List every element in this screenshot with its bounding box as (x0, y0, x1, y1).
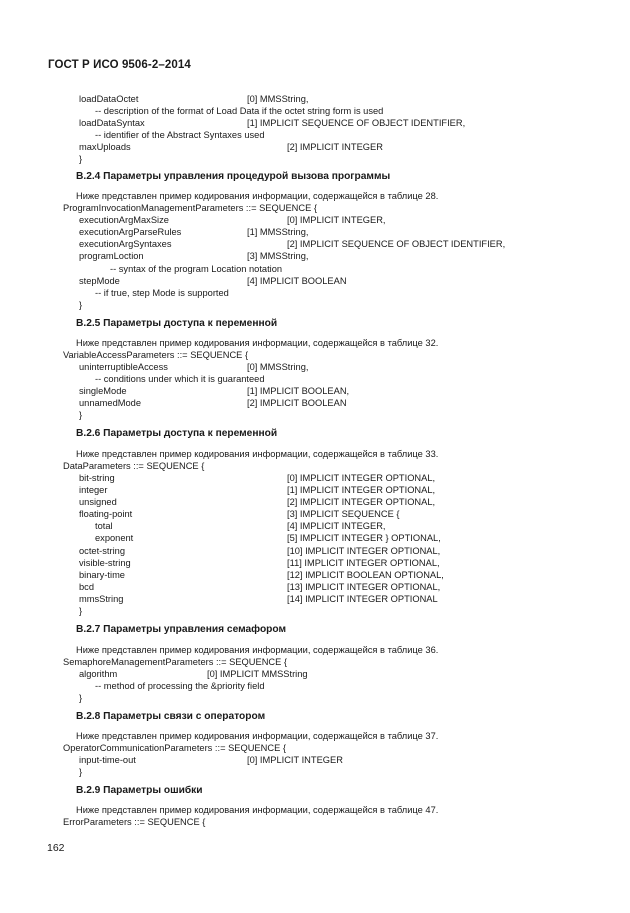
text-line: Ниже представлен пример кодирования информации, содержащейся в таблице 32. (76, 338, 439, 348)
text-line: Ниже представлен пример кодирования информации, содержащейся в таблице 33. (76, 449, 439, 459)
field-definition: [4] IMPLICIT BOOLEAN (247, 276, 347, 286)
field-definition: [10] IMPLICIT INTEGER OPTIONAL, (287, 546, 441, 556)
text-line: executionArgMaxSize (79, 215, 169, 225)
text-line: } (79, 693, 83, 703)
text-line: } (79, 154, 83, 164)
text-line: algorithm (79, 669, 118, 679)
text-line: loadDataSyntax (79, 118, 145, 128)
field-definition: [3] IMPLICIT SEQUENCE { (287, 509, 400, 519)
text-line: stepMode (79, 276, 120, 286)
text-line: SemaphoreManagementParameters ::= SEQUENCE { (63, 657, 288, 667)
text-line: VariableAccessParameters ::= SEQUENCE { (63, 350, 249, 360)
text-line: OperatorCommunicationParameters ::= SEQUENCE { (63, 743, 286, 753)
text-line: total (95, 521, 113, 531)
text-line: programLoction (79, 251, 144, 261)
section-heading: В.2.4 Параметры управления процедурой вызова программы (76, 171, 391, 182)
text-line: ErrorParameters ::= SEQUENCE { (63, 817, 206, 827)
field-definition: [1] IMPLICIT INTEGER OPTIONAL, (287, 485, 436, 495)
field-definition: [2] IMPLICIT INTEGER OPTIONAL, (287, 497, 436, 507)
section-heading: В.2.9 Параметры ошибки (76, 785, 203, 796)
text-line: Ниже представлен пример кодирования информации, содержащейся в таблице 37. (76, 731, 439, 741)
text-line: uninterruptibleAccess (79, 362, 168, 372)
field-definition: [1] IMPLICIT BOOLEAN, (247, 386, 350, 396)
text-line: exponent (95, 533, 134, 543)
text-line: executionArgSyntaxes (79, 239, 172, 249)
field-definition: [0] MMSString, (247, 362, 309, 372)
text-line: unsigned (79, 497, 117, 507)
text-line: -- syntax of the program Location notation (110, 264, 283, 274)
field-definition: [0] IMPLICIT MMSString (207, 669, 308, 679)
text-line: Ниже представлен пример кодирования информации, содержащейся в таблице 47. (76, 805, 439, 815)
text-line: Ниже представлен пример кодирования информации, содержащейся в таблице 28. (76, 191, 439, 201)
field-definition: [12] IMPLICIT BOOLEAN OPTIONAL, (287, 570, 444, 580)
field-definition: [4] IMPLICIT INTEGER, (287, 521, 386, 531)
page-number: 162 (47, 842, 65, 854)
text-line: -- description of the format of Load Data if the octet string form is used (95, 106, 384, 116)
text-line: ProgramInvocationManagementParameters ::= SEQUENCE { (63, 203, 317, 213)
section-heading: В.2.5 Параметры доступа к переменной (76, 318, 278, 329)
field-definition: [14] IMPLICIT INTEGER OPTIONAL (287, 594, 438, 604)
text-line: } (79, 606, 83, 616)
text-line: -- identifier of the Abstract Syntaxes used (95, 130, 265, 140)
text-line: DataParameters ::= SEQUENCE { (63, 461, 205, 471)
text-line: visible-string (79, 558, 131, 568)
field-definition: [2] IMPLICIT BOOLEAN (247, 398, 347, 408)
section-heading: В.2.6 Параметры доступа к переменной (76, 428, 278, 439)
text-line: } (79, 410, 83, 420)
text-line: } (79, 767, 83, 777)
text-line: bit-string (79, 473, 115, 483)
field-definition: [2] IMPLICIT INTEGER (287, 142, 383, 152)
text-line: Ниже представлен пример кодирования информации, содержащейся в таблице 36. (76, 645, 439, 655)
text-line: floating-point (79, 509, 133, 519)
text-line: } (79, 300, 83, 310)
text-line: input-time-out (79, 755, 136, 765)
field-definition: [1] MMSString, (247, 227, 309, 237)
field-definition: [2] IMPLICIT SEQUENCE OF OBJECT IDENTIFIER, (287, 239, 506, 249)
text-line: maxUploads (79, 142, 131, 152)
field-definition: [11] IMPLICIT INTEGER OPTIONAL, (287, 558, 440, 568)
text-line: mmsString (79, 594, 124, 604)
field-definition: [3] MMSString, (247, 251, 309, 261)
field-definition: [1] IMPLICIT SEQUENCE OF OBJECT IDENTIFIER, (247, 118, 466, 128)
text-line: integer (79, 485, 108, 495)
text-line: executionArgParseRules (79, 227, 182, 237)
field-definition: [0] IMPLICIT INTEGER, (287, 215, 386, 225)
text-line: binary-time (79, 570, 125, 580)
field-definition: [0] MMSString, (247, 94, 309, 104)
field-definition: [0] IMPLICIT INTEGER (247, 755, 343, 765)
text-line: octet-string (79, 546, 125, 556)
field-definition: [5] IMPLICIT INTEGER } OPTIONAL, (287, 533, 441, 543)
text-line: loadDataOctet (79, 94, 139, 104)
section-heading: В.2.7 Параметры управления семафором (76, 624, 287, 635)
text-line: unnamedMode (79, 398, 142, 408)
page-header: ГОСТ Р ИСО 9506-2–2014 (48, 59, 191, 71)
text-line: singleMode (79, 386, 127, 396)
field-definition: [0] IMPLICIT INTEGER OPTIONAL, (287, 473, 436, 483)
section-heading: В.2.8 Параметры связи с оператором (76, 711, 266, 722)
text-line: -- conditions under which it is guaranteed (95, 374, 265, 384)
field-definition: [13] IMPLICIT INTEGER OPTIONAL, (287, 582, 441, 592)
text-line: -- method of processing the &priority field (95, 681, 265, 691)
text-line: bcd (79, 582, 94, 592)
text-line: -- if true, step Mode is supported (95, 288, 229, 298)
